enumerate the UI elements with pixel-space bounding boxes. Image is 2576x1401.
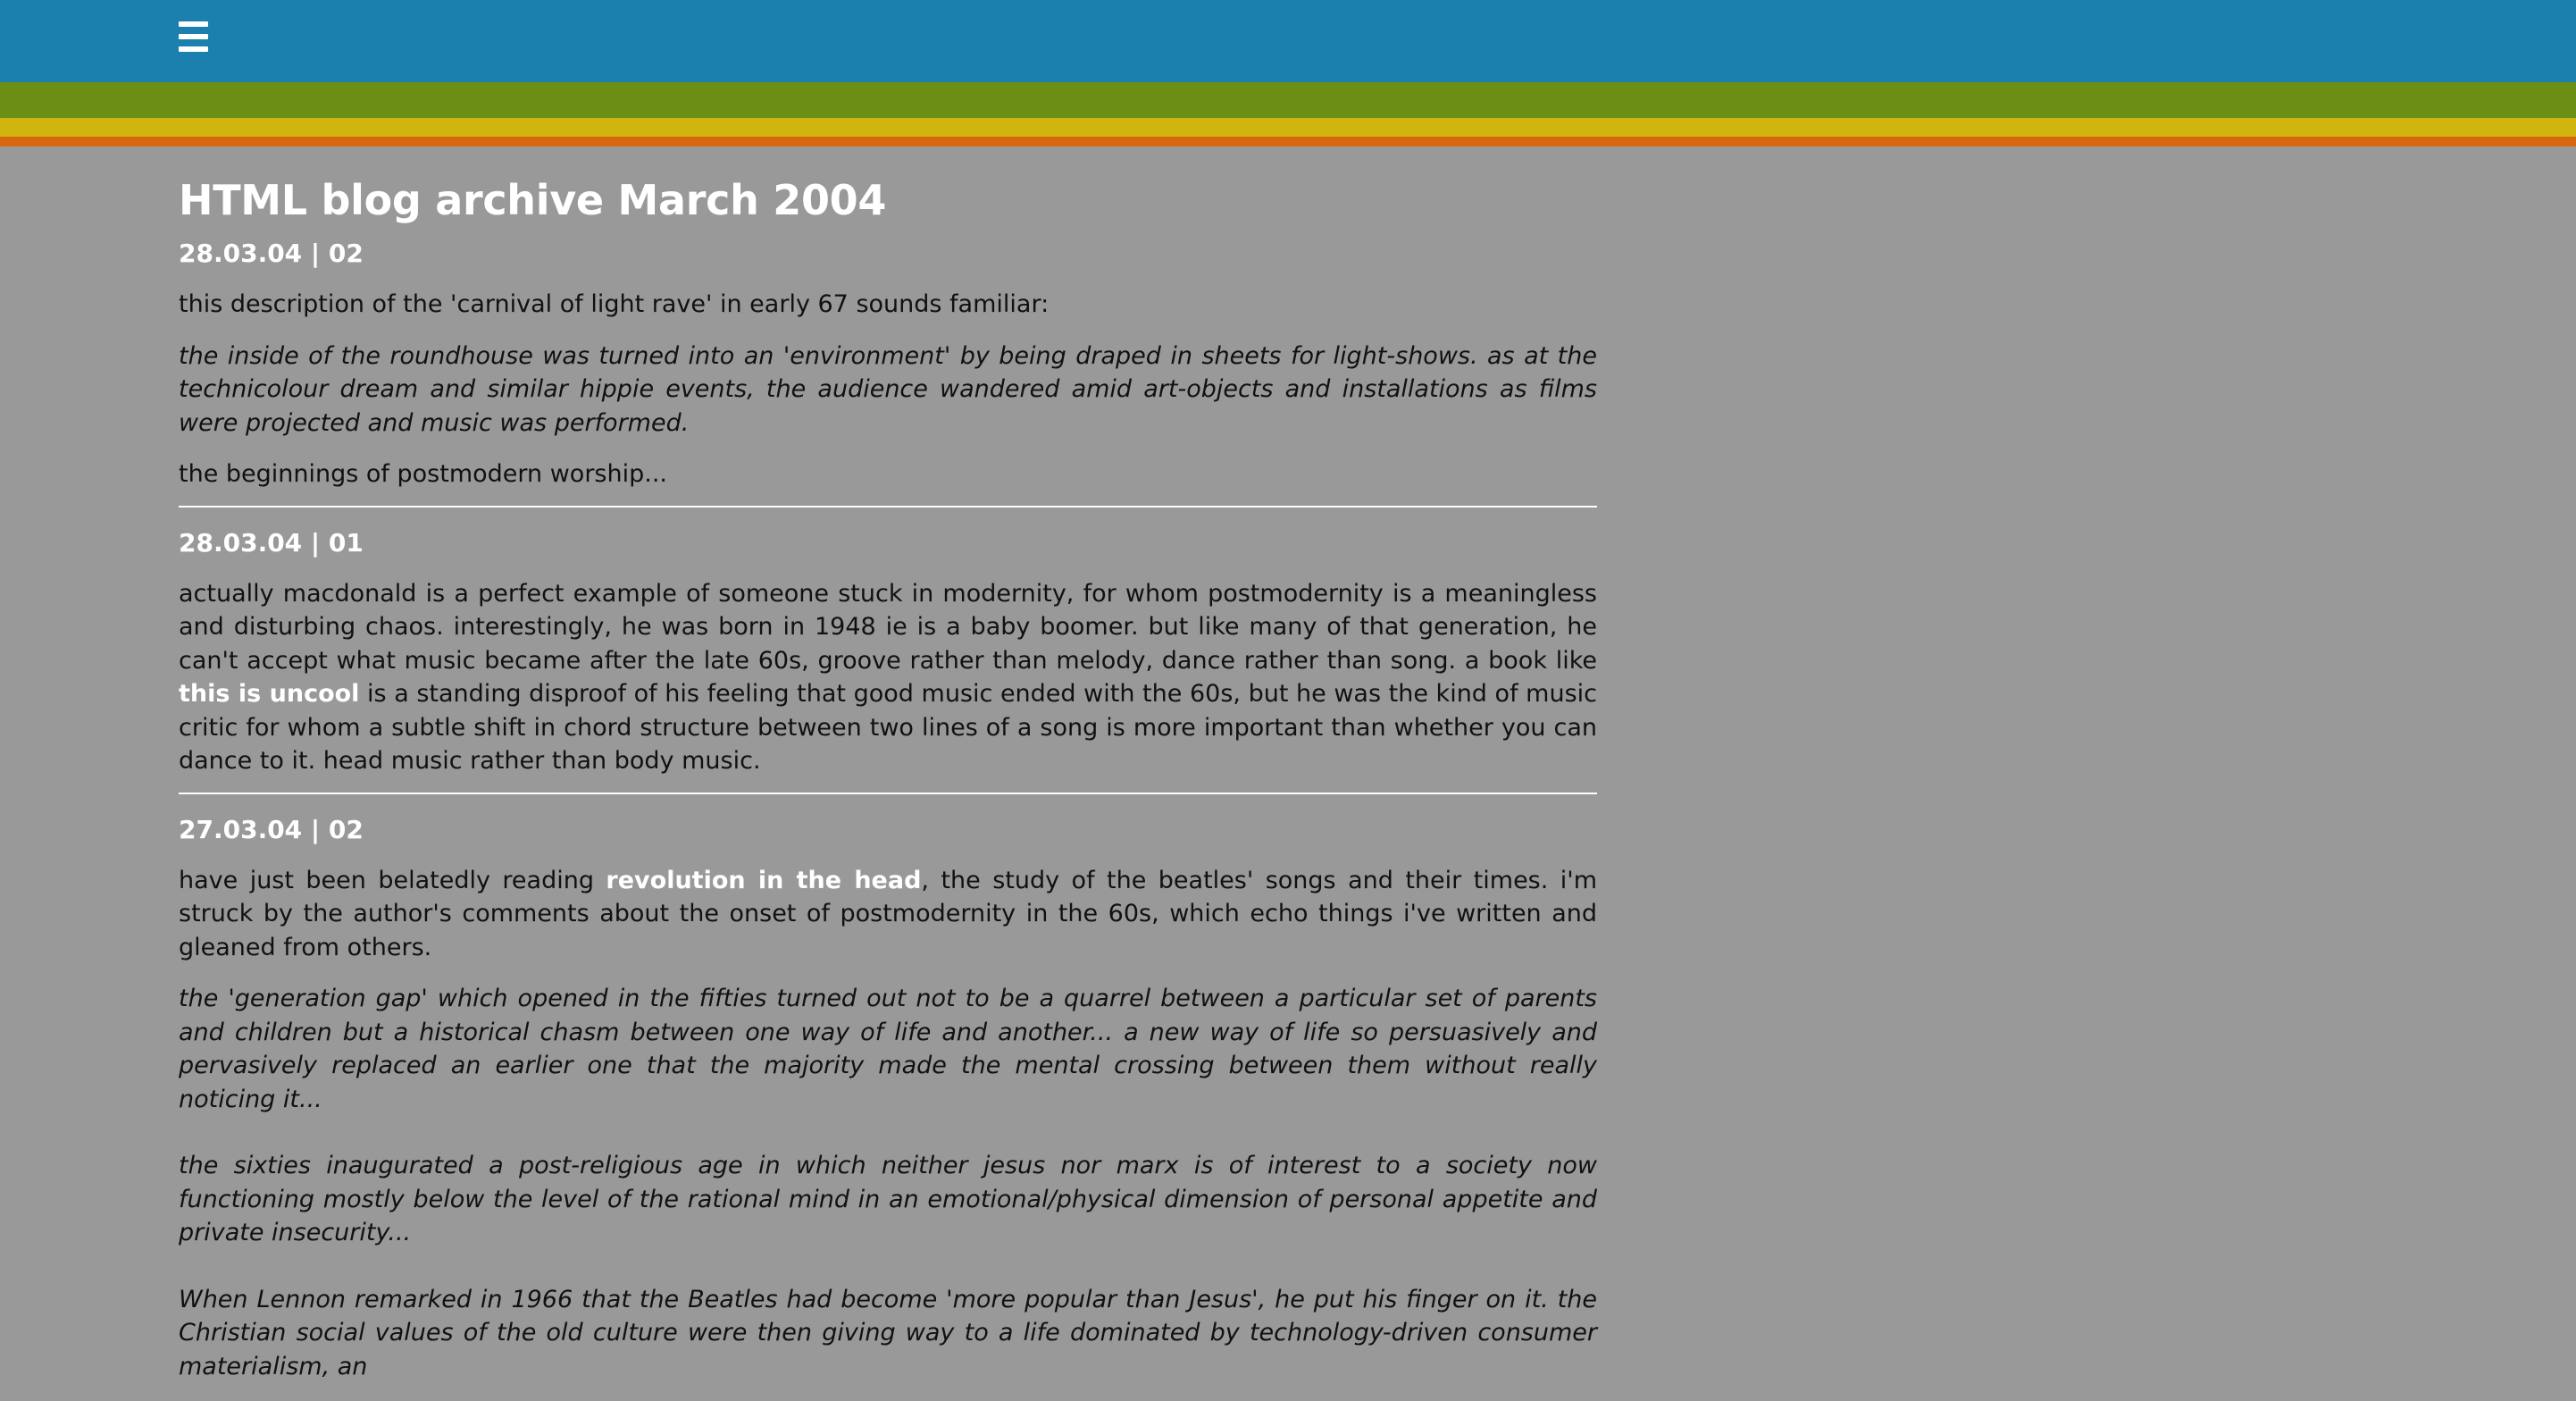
page-title: HTML blog archive March 2004 [179, 176, 887, 224]
post-divider [179, 506, 1597, 508]
post-text: , the study of the beatles' songs and their times. i'm struck by the author's comments about the onset of postmodernity in the 60s, which echo things i've written and gleaned from others. [179, 866, 1598, 961]
post-date: 28.03.04 | 01 [179, 527, 364, 558]
menu-icon-line [179, 46, 208, 52]
header-stripe-orange [0, 137, 2576, 147]
post-paragraph: the beginnings of postmodern worship... [179, 460, 667, 488]
post-quote: When Lennon remarked in 1966 that the Beatles had become 'more popular than Jesus', he put his finger on it. the Christian social values of the old culture were then giving way to a life dominated by technology-driven consumer materialism, an [179, 1285, 1597, 1380]
post-paragraph [179, 577, 1597, 778]
post-paragraph [179, 864, 1597, 965]
blog-post [179, 238, 1597, 491]
post-date: 27.03.04 | 02 [179, 814, 364, 844]
menu-icon-line [179, 21, 208, 27]
post-date: 28.03.04 | 02 [179, 239, 364, 268]
header-stripe-yellow [0, 118, 2576, 137]
main-content [179, 175, 1597, 1401]
post-paragraph: this description of the 'carnival of light rave' in early 67 sounds familiar: [179, 290, 1050, 318]
blog-post [179, 527, 1597, 778]
link-this-is-uncool[interactable]: this is uncool [179, 680, 360, 708]
blog-post [179, 814, 1597, 1384]
post-quote: the inside of the roundhouse was turned into an 'environment' by being draped in sheets for light-shows. as at the technicolour dream and similar hippie events, the audience wandered amid art-objects and installations as films were projected and music was performed. [179, 341, 1597, 437]
post-text: actually macdonald is a perfect example of someone stuck in modernity, for whom postmodernity is a meaningless and disturbing chaos. interestingly, he was born in 1948 ie is a baby boomer. but like many of that generation, he can't accept what music became after the late 60s, groove rather than melody, dance rather than song. a book like [179, 579, 1597, 675]
link-revolution-in-the-head[interactable]: revolution in the head [606, 866, 922, 894]
hamburger-menu-icon[interactable] [179, 21, 208, 52]
menu-icon-line [179, 34, 208, 39]
post-quote: the sixties inaugurated a post-religious age in which neither jesus nor marx is of interest to a society now functioning mostly below the level of the rational mind in an emotional/physical dimension of personal appetite and private insecurity... [179, 1152, 1597, 1246]
top-navigation-bar [0, 0, 2576, 82]
post-text: have just been belatedly reading [179, 866, 606, 894]
post-text: is a standing disproof of his feeling that good music ended with the 60s, but he was the kind of music critic for whom a subtle shift in chord structure between two lines of a song is more important than whether you can dance to it. head music rather than body music. [179, 680, 1598, 775]
header-stripe-green [0, 82, 2576, 118]
post-divider [179, 793, 1597, 794]
post-quote: the 'generation gap' which opened in the fifties turned out not to be a quarrel between a particular set of parents and children but a historical chasm between one way of life and another... a new way of life so persuasively and pervasively replaced an earlier one that the majority made the mental crossing between them without really noticing it... [179, 985, 1597, 1113]
